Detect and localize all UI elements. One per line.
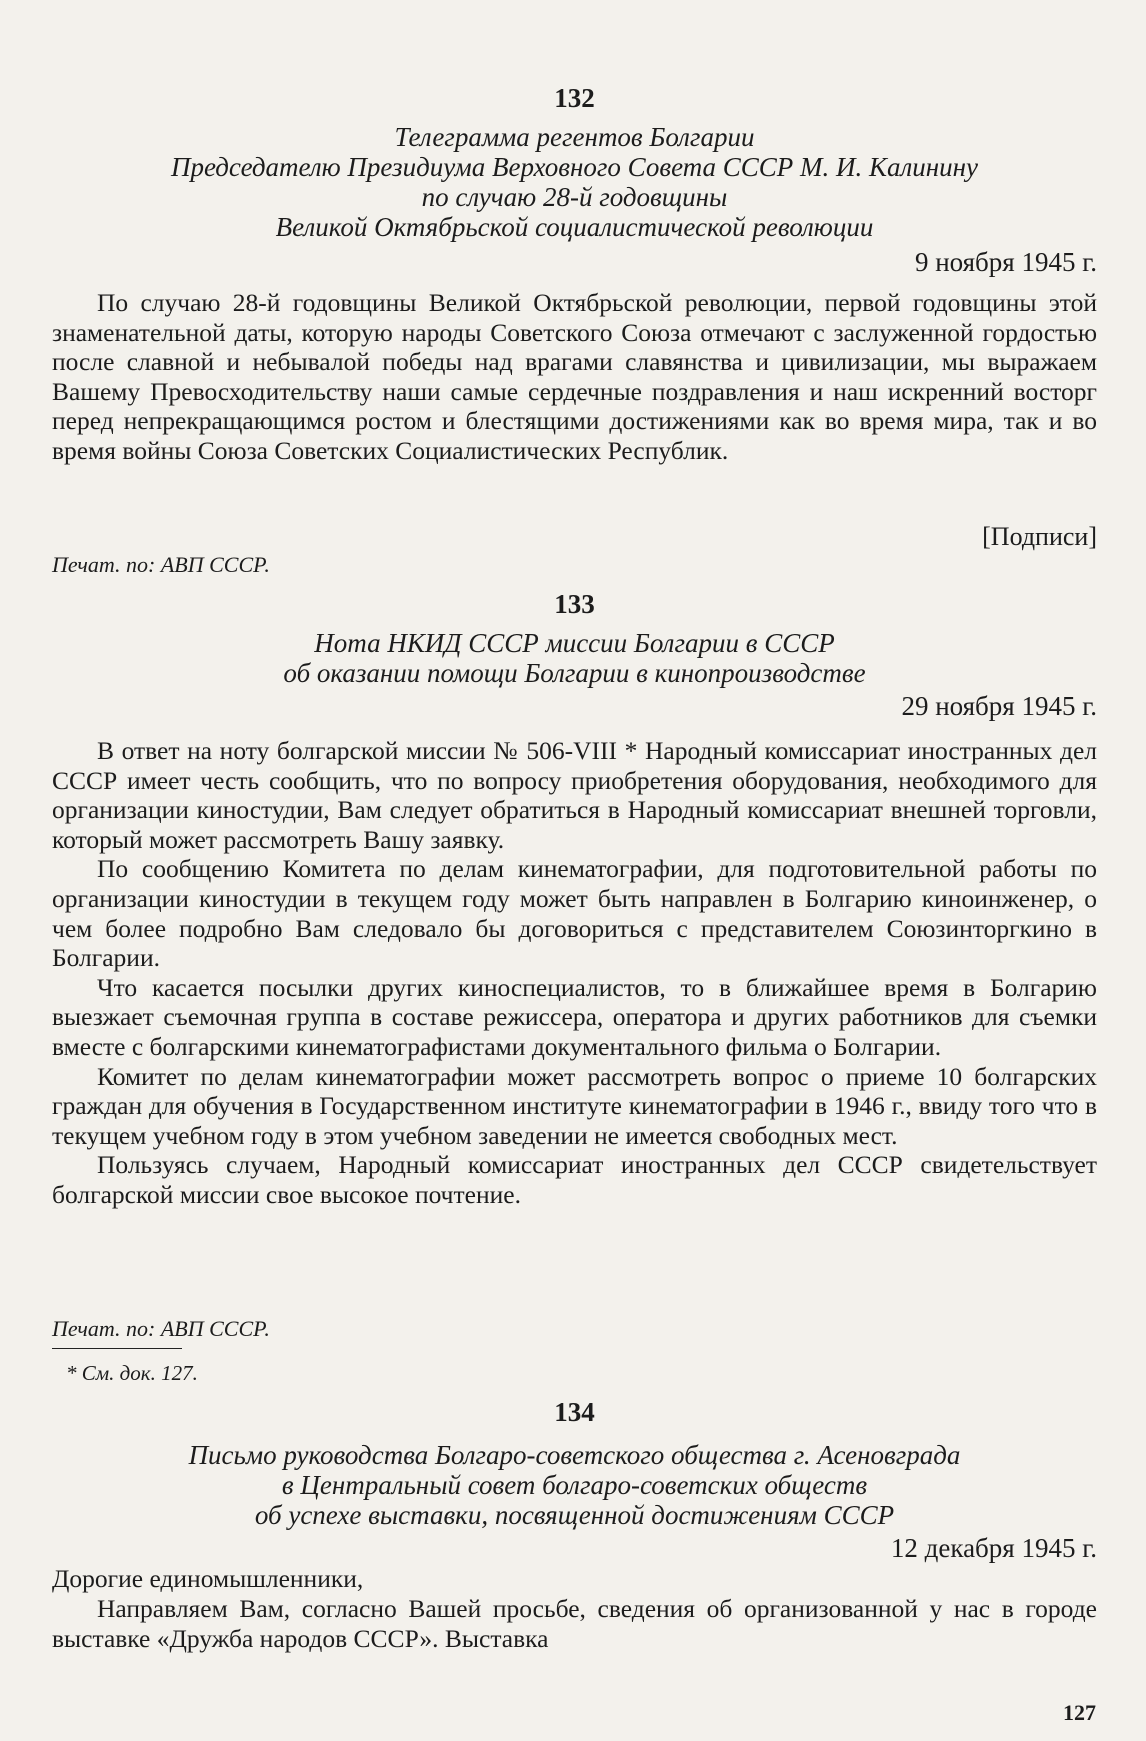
doc133-footnote: * См. док. 127. xyxy=(66,1361,198,1385)
doc132-title-line: Телеграмма регентов Болгарии xyxy=(394,122,755,152)
doc134-title xyxy=(52,1440,1097,1530)
doc133-paragraph: Что касается посылки других киноспециалистов, то в ближайшее время в Болгарию выезжает съемочная группа в составе режиссера, оператора и других работников для съемки вместе с болгарскими кинематографистами документального фильма о Болгарии. xyxy=(52,972,1097,1061)
footnote-divider xyxy=(52,1348,182,1349)
doc133-title-line: об оказании помощи Болгарии в кинопроизводстве xyxy=(283,658,866,688)
doc133-title-line: Нота НКИД СССР миссии Болгарии в СССР xyxy=(314,628,835,658)
doc134-body: Направляем Вам, согласно Вашей просьбе, сведения об организованной у нас в городе выставке «Дружба народов СССР». Выставка xyxy=(52,1594,1097,1653)
doc134-title-line: в Центральный совет болгаро-советских обществ xyxy=(281,1470,868,1500)
doc134-title-line: об успехе выставки, посвященной достижениям СССР xyxy=(254,1500,895,1530)
doc133-number: 133 xyxy=(554,589,595,619)
doc132-body: По случаю 28-й годовщины Великой Октябрьской революции, первой годовщины этой знаменательной даты, которую народы Советского Союза отмечают с заслуженной гордостью после славной и небывалой победы над врагами славянства и цивилизации, мы выражаем Вашему Превосходительству наши самые сердечные поздравления и наш искренний восторг перед непрекращающимся ростом и блестящими достижениями как во время мира, так и во время войны Союза Советских Социалистических Республик. xyxy=(52,288,1097,465)
doc132-number: 132 xyxy=(554,83,595,113)
doc132-signature: [Подписи] xyxy=(982,522,1097,551)
doc134-number: 134 xyxy=(554,1397,595,1427)
doc134-date: 12 декабря 1945 г. xyxy=(890,1533,1097,1563)
doc133-paragraph: По сообщению Комитета по делам кинематографии, для подготовительной работы по организации киностудии в текущем году может быть направлен в Болгарию киноинженер, о чем более подробно Вам следовало бы договориться с представителем Союзинторгкино в Болгарии. xyxy=(52,854,1097,973)
doc132-title-line: по случаю 28-й годовщины xyxy=(421,182,728,212)
page-number: 127 xyxy=(1063,1700,1096,1725)
doc133-paragraph: В ответ на ноту болгарской миссии № 506-VIII * Народный комиссариат иностранных дел СССР имеет честь сообщить, что по вопросу приобретения оборудования, необходимого для организации киностудии, Вам следует обратиться в Народный комиссариат внешней торговли, который может рассмотреть Вашу заявку. xyxy=(52,736,1097,854)
doc133-source: Печат. по: АВП СССР. xyxy=(52,1316,270,1341)
doc134-title-line: Письмо руководства Болгаро-советского общества г. Асеновграда xyxy=(188,1440,961,1470)
doc133-title xyxy=(52,628,1097,688)
doc132-title-line: Председателю Президиума Верховного Совета СССР М. И. Калинину xyxy=(170,152,979,182)
doc132-title xyxy=(52,122,1097,242)
doc133-date: 29 ноября 1945 г. xyxy=(901,691,1097,721)
doc132-date: 9 ноября 1945 г. xyxy=(914,247,1097,277)
doc133-paragraph: Пользуясь случаем, Народный комиссариат иностранных дел СССР свидетельствует болгарской миссии свое высокое почтение. xyxy=(52,1150,1097,1209)
doc132-title-line: Великой Октябрьской социалистической революции xyxy=(275,212,874,242)
doc133-paragraph: Комитет по делам кинематографии может рассмотреть вопрос о приеме 10 болгарских граждан для обучения в Государственном институте кинематографии в 1946 г., ввиду того что в текущем учебном году в этом учебном заведении не имеется свободных мест. xyxy=(52,1061,1097,1150)
doc133-body xyxy=(52,736,1097,1210)
doc132-source: Печат. по: АВП СССР. xyxy=(52,552,270,577)
doc134-salutation: Дорогие единомышленники, xyxy=(52,1564,364,1593)
